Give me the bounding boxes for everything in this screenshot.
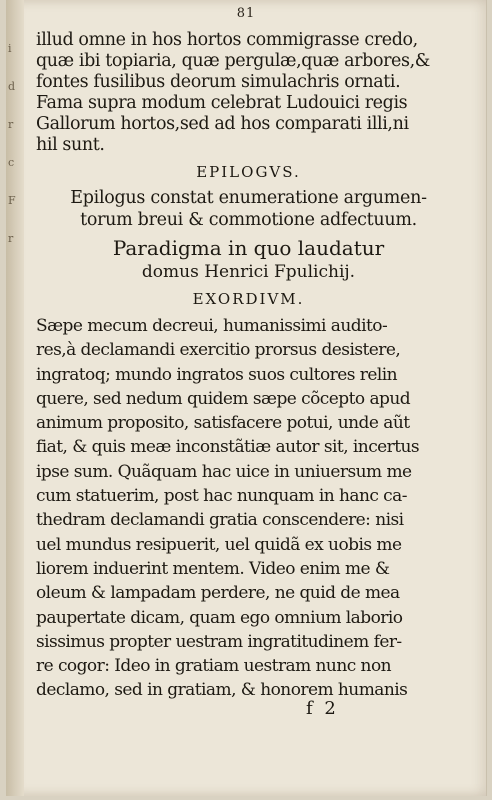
text-line: fontes fusilibus deorum simulachris ornati. — [36, 72, 401, 92]
gutter-mark: r — [8, 118, 14, 131]
gutter-mark: c — [8, 156, 15, 169]
epilogus-line: Epilogus constat enumeratione argumen- — [70, 188, 427, 208]
gutter-mark: r — [8, 232, 14, 245]
text-line: Fama supra modum celebrat Ludouici regis — [36, 93, 408, 113]
page-gutter — [6, 0, 24, 796]
body-line: ingratoq; mundo ingratos suos cultores relin — [36, 364, 398, 385]
body-line: sissimus propter uestram ingratitudinem fer- — [36, 631, 402, 652]
folio-number: 81 — [236, 6, 256, 21]
exordium-heading: EXORDIVM. — [192, 290, 305, 308]
body-line: thedram declamandi gratia conscendere: nisi — [36, 510, 404, 531]
text-line: quæ ibi topiaria, quæ pergulæ,quæ arbores,& — [36, 51, 430, 71]
text-line: hil sunt. — [36, 135, 105, 155]
body-line: res,à declamandi exercitio prorsus desistere, — [36, 340, 401, 361]
text-line: Gallorum hortos,sed ad hos comparati illi,ni — [36, 114, 409, 134]
page-text — [36, 30, 461, 703]
epilogus-line: torum breui & commotione adfectuum. — [80, 210, 417, 230]
gutter-mark: d — [8, 80, 16, 93]
epilogus-heading: EPILOGVS. — [196, 163, 301, 181]
body-line: oleum & lampadam perdere, ne quid de mea — [36, 583, 400, 604]
body-line: animum proposito, satisfacere potui, unde aũt — [36, 413, 410, 434]
body-line: ipse sum. Quãquam hac uice in uniuersum me — [36, 461, 412, 482]
paradigma-subtitle: domus Henrici Fpulichij. — [141, 262, 356, 282]
gutter-marks — [8, 30, 20, 258]
paradigma-title: Paradigma in quo laudatur — [112, 236, 385, 260]
body-line: re cogor: Ideo in gratiam uestram nunc non — [36, 656, 392, 677]
body-line: uel mundus resipuerit, uel quidã ex uobis me — [36, 534, 402, 555]
gutter-mark: i — [8, 42, 12, 55]
signature-mark: f 2 — [306, 698, 339, 719]
body-line: Sæpe mecum decreui, humanissimi audito- — [36, 316, 388, 336]
body-line: cum statuerim, post hac nunquam in hanc ca- — [36, 486, 407, 507]
body-line: paupertate dicam, quam ego omnium laborio — [36, 607, 403, 628]
book-page — [6, 0, 487, 796]
body-line: quere, sed nedum quidem sæpe cõcepto apud — [36, 388, 411, 409]
body-line: fiat, & quis meæ inconstãtiæ autor sit, incertus — [36, 437, 420, 458]
body-line: declamo, sed in gratiam, & honorem humanis — [36, 680, 408, 701]
gutter-mark: F — [8, 194, 16, 207]
text-line: illud omne in hos hortos commigrasse credo, — [36, 30, 418, 50]
body-line: liorem induerint mentem. Video enim me & — [36, 558, 390, 579]
